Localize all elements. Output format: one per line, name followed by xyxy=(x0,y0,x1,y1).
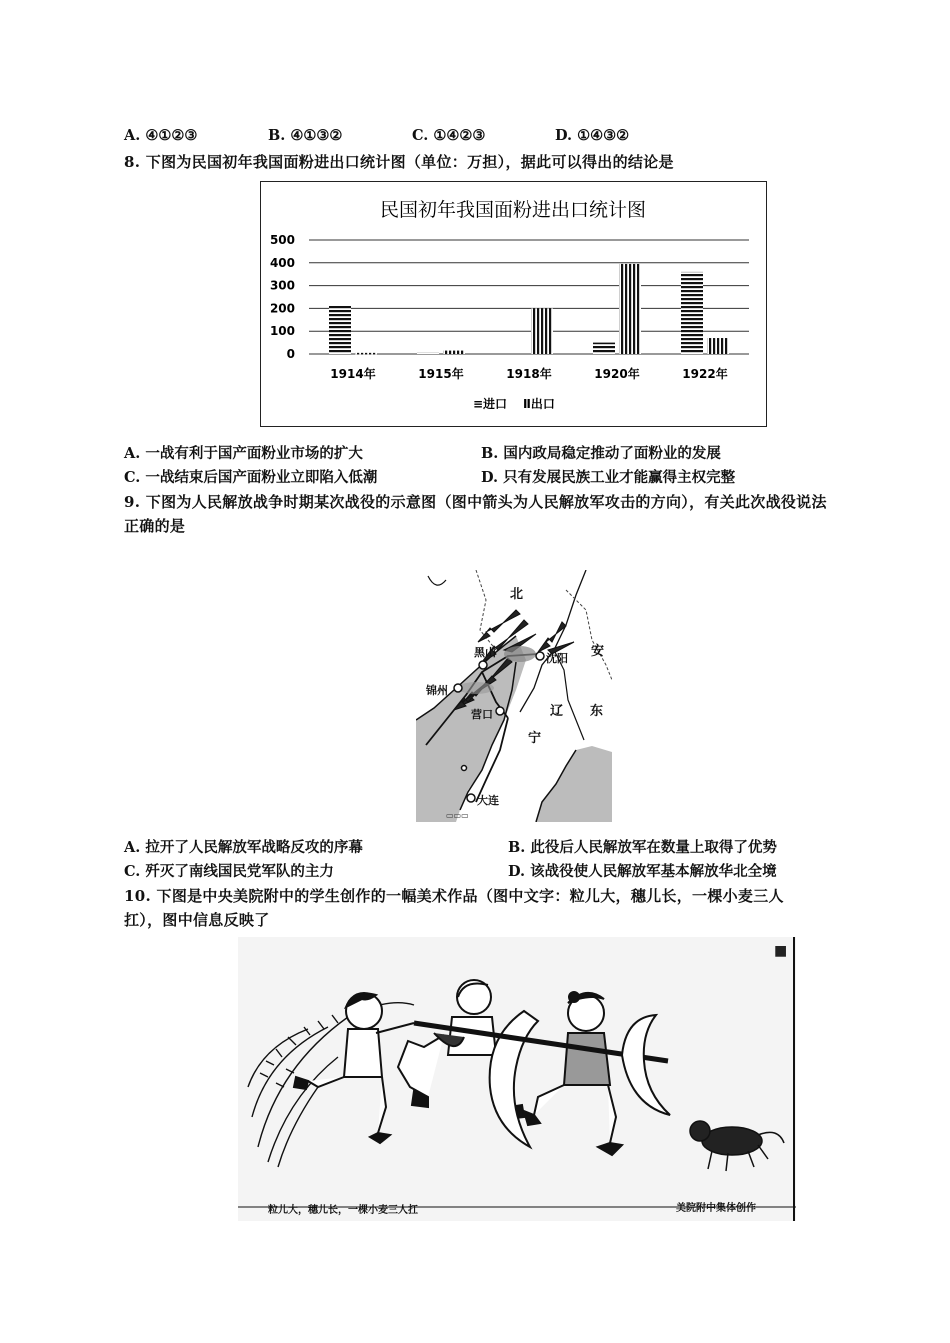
bar-import xyxy=(329,305,351,354)
y-tick-label: 200 xyxy=(269,301,295,316)
map-label-dong: 东 xyxy=(590,704,604,719)
q8-option-b: B. 国内政局稳定推动了面粉业的发展 xyxy=(481,445,721,462)
bar-export xyxy=(531,308,553,354)
bar-export xyxy=(443,351,465,354)
q9-option-a: A. 拉开了人民解放军战略反攻的序幕 xyxy=(124,839,363,856)
map-city-heishan: 黑山 xyxy=(474,646,496,659)
x-tick-label: 1920年 xyxy=(594,367,640,381)
y-tick-label: 100 xyxy=(269,324,295,339)
bar-export xyxy=(355,353,377,355)
q9-stem-line1: 9. 下图为人民解放战争时期某次战役的示意图（图中箭头为人民解放军攻击的方向），有关此次战役说法 xyxy=(124,493,827,511)
q9-option-b: B. 此役后人民解放军在数量上取得了优势 xyxy=(508,839,777,856)
q8-option-a: A. 一战有利于国产面粉业市场的扩大 xyxy=(124,445,363,462)
q10-stem-line2: 扛），图中信息反映了 xyxy=(124,911,270,929)
y-tick-label: 400 xyxy=(269,255,295,270)
q7-option-b: B. ④①③② xyxy=(268,127,343,144)
artwork-caption-left: 粒儿大，穗儿长，一棵小麦三人扛 xyxy=(268,1205,418,1216)
map-label-ning: 宁 xyxy=(528,731,542,746)
y-tick-label: 300 xyxy=(269,278,295,293)
q7-option-a: A. ④①②③ xyxy=(124,127,198,144)
bar-import xyxy=(593,343,615,354)
map-city-yingkou: 营口 xyxy=(471,708,493,721)
map-city-shenyang: 沈阳 xyxy=(546,652,568,665)
legend-import: ≡进口 xyxy=(473,397,508,411)
map-label-north: 北 xyxy=(510,587,524,602)
svg-text:■: ■ xyxy=(774,943,788,959)
bar-export xyxy=(707,338,729,354)
svg-text:▭▭▭: ▭▭▭ xyxy=(446,811,469,820)
chart-canvas xyxy=(261,182,766,426)
x-tick-label: 1914年 xyxy=(330,367,376,381)
flour-trade-chart xyxy=(260,181,767,427)
x-tick-label: 1918年 xyxy=(506,367,552,381)
artwork-drawing xyxy=(238,937,796,1221)
map-city-jinzhou: 锦州 xyxy=(426,684,448,697)
bar-import xyxy=(417,352,439,354)
q7-option-d: D. ①④③② xyxy=(555,127,630,144)
x-tick-label: 1915年 xyxy=(418,367,464,381)
q9-option-c: C. 歼灭了南线国民党军队的主力 xyxy=(124,863,334,880)
q7-option-c: C. ①④②③ xyxy=(412,127,486,144)
q8-option-d: D. 只有发展民族工业才能赢得主权完整 xyxy=(481,469,736,486)
q10-stem-line1: 10. 下图是中央美院附中的学生创作的一幅美术作品（图中文字：粒儿大，穗儿长，一棵小麦三人 xyxy=(124,887,784,905)
x-tick-label: 1922年 xyxy=(682,367,728,381)
q8-option-c: C. 一战结束后国产面粉业立即陷入低潮 xyxy=(124,469,378,486)
y-tick-label: 0 xyxy=(286,347,295,361)
legend-export: Ⅱ出口 xyxy=(523,397,555,411)
q8-stem: 8. 下图为民国初年我国面粉进出口统计图（单位：万担），据此可以得出的结论是 xyxy=(124,153,674,171)
map-label-liao: 辽 xyxy=(550,704,564,719)
chart-title: 民国初年我国面粉进出口统计图 xyxy=(379,199,647,221)
map-label-an: 安 xyxy=(591,644,605,659)
bar-export xyxy=(619,264,641,354)
q9-stem-line2: 正确的是 xyxy=(124,517,186,535)
q9-option-d: D. 该战役使人民解放军基本解放华北全境 xyxy=(508,863,777,880)
artwork-caption-right: 美院附中集体创作 xyxy=(676,1203,756,1214)
bar-import xyxy=(681,272,703,354)
map-city-dalian: 大连 xyxy=(477,794,499,807)
y-tick-label: 500 xyxy=(269,233,295,247)
battle-map xyxy=(416,570,612,822)
artwork-image xyxy=(238,937,796,1221)
